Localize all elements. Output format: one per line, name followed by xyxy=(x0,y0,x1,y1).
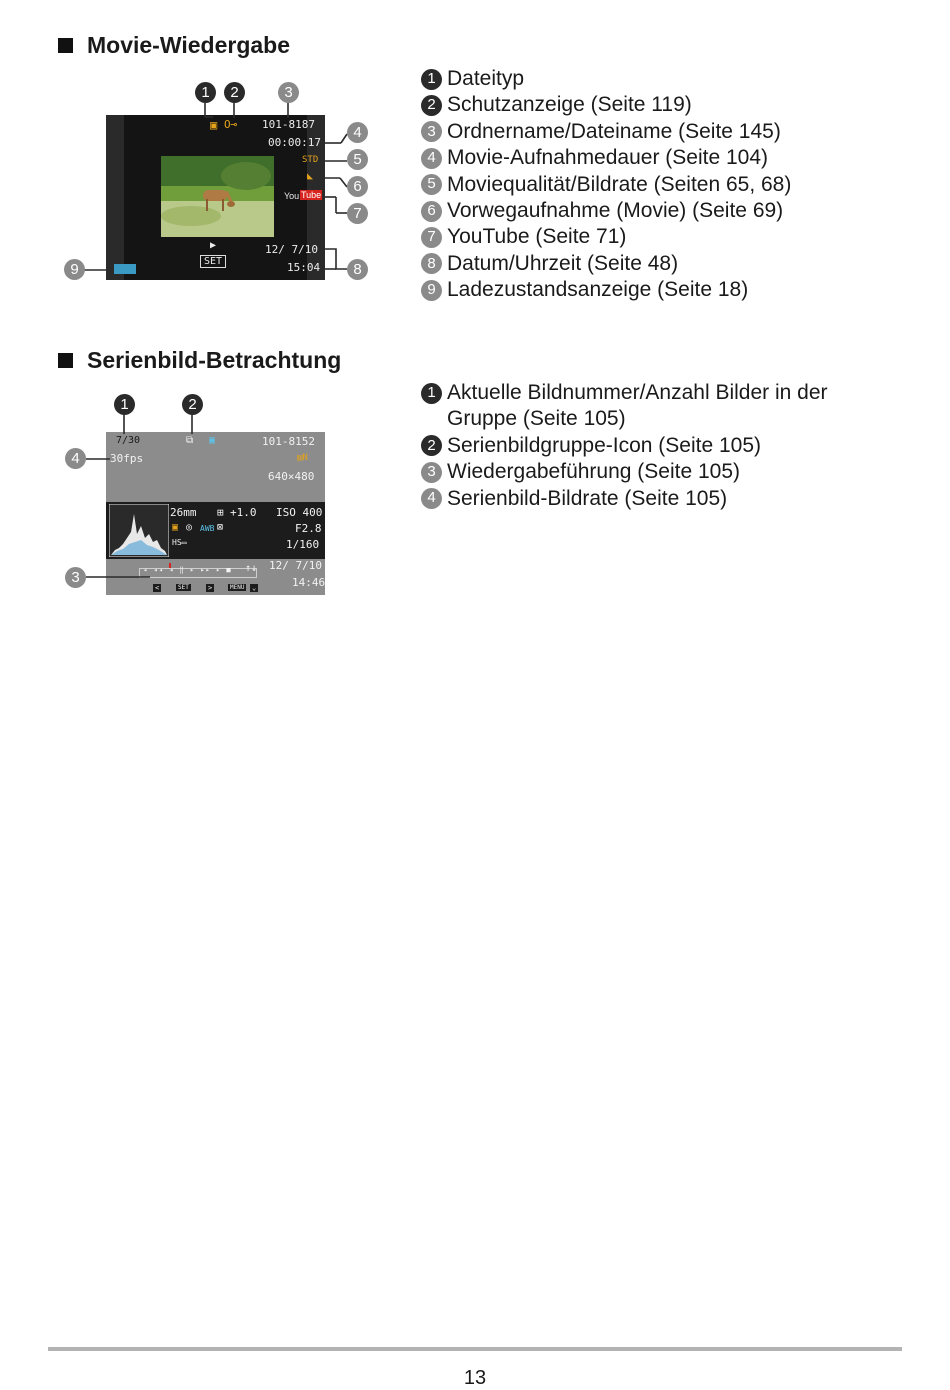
callout-number: 7 xyxy=(421,227,442,248)
menu-label: MENU xyxy=(230,584,245,591)
right-arrow-icon: > xyxy=(208,584,213,592)
legend-item xyxy=(421,380,871,433)
down-arrow-icon: ⌄ xyxy=(252,584,257,592)
callout-4: 4 xyxy=(347,122,368,143)
callout-3: 3 xyxy=(65,567,86,588)
callout-number: 1 xyxy=(421,69,442,90)
callout-9: 9 xyxy=(64,259,85,280)
callout-number: 5 xyxy=(421,174,442,195)
ev-shift-value: +1.0 xyxy=(230,506,257,519)
prerecord-movie-icon: ◣ xyxy=(307,171,314,182)
callout-2: 2 xyxy=(182,394,203,415)
legend-text: Datum/Uhrzeit (Seite 48) xyxy=(447,251,679,275)
legend-text: Wiedergabeführung (Seite 105) xyxy=(447,460,741,484)
movie-file-type-icon: ▣ xyxy=(210,118,218,132)
white-balance-icon: AWB xyxy=(200,524,215,533)
callout-8: 8 xyxy=(347,259,368,280)
iso-value: ISO 400 xyxy=(276,506,323,519)
footer-rule xyxy=(48,1347,902,1351)
callout-2: 2 xyxy=(224,82,245,103)
youtube-you-text: You xyxy=(284,191,300,201)
callout-5: 5 xyxy=(347,149,368,170)
legend-text: YouTube (Seite 71) xyxy=(447,225,627,249)
left-arrow-icon: < xyxy=(155,584,160,592)
screen-date: 12/ 7/10 xyxy=(265,243,318,256)
burst-image-count: 7/30 xyxy=(116,435,141,446)
screen-time: 15:04 xyxy=(287,261,321,274)
section-heading-burst xyxy=(58,347,341,374)
callout-7: 7 xyxy=(347,203,368,224)
callout-number: 2 xyxy=(421,435,442,456)
legend-text: Movie-Aufnahmedauer (Seite 104) xyxy=(447,146,769,170)
protection-key-icon: O⊸ xyxy=(224,118,238,131)
legend-text: Vorwegaufnahme (Movie) (Seite 69) xyxy=(447,199,784,223)
page-number: 13 xyxy=(463,1367,487,1389)
metering-icon: ◎ xyxy=(186,522,193,533)
legend-item xyxy=(421,486,871,512)
burst-date: 12/ 7/10 xyxy=(269,559,322,572)
play-icon: ▶ xyxy=(210,240,217,251)
burst-set-label: SET xyxy=(178,584,189,591)
burst-group-icon: ⧉ xyxy=(186,435,194,446)
flash-mode-icon: ⊠ xyxy=(217,522,224,533)
callout-1: 1 xyxy=(114,394,135,415)
ev-shift-icon: ⊞ xyxy=(217,506,224,519)
recording-mode-icon: ▣ xyxy=(172,522,179,533)
legend-list-burst xyxy=(421,380,871,512)
callout-number: 2 xyxy=(421,95,442,116)
youtube-tube-text: Tube xyxy=(301,190,322,200)
callout-number: 8 xyxy=(421,253,442,274)
burst-mode-icon: ▣ xyxy=(209,435,216,446)
legend-text: Serienbild-Bildrate (Seite 105) xyxy=(447,486,728,510)
callout-leader-lines-2 xyxy=(0,380,400,600)
callout-number: 4 xyxy=(421,488,442,509)
burst-file-name: 101-8152 xyxy=(262,435,315,448)
burst-time: 14:46 xyxy=(292,576,326,589)
legend-item xyxy=(421,459,871,485)
section-title: Serienbild-Betrachtung xyxy=(87,347,342,373)
callout-number: 4 xyxy=(421,148,442,169)
section-title: Movie-Wiedergabe xyxy=(87,32,291,58)
quality-badge-icon: ▤N xyxy=(297,453,308,463)
movie-duration: 00:00:17 xyxy=(268,136,321,149)
movie-quality: STD xyxy=(302,155,319,165)
folder-file-name: 101-8187 xyxy=(262,118,315,131)
set-button-label: SET xyxy=(200,255,226,268)
legend-text: Ladezustandsanzeige (Seite 18) xyxy=(447,278,749,302)
playback-control-icons: ◂ ◂◂ ◂ ‖ ▸ ▸▸ ▸ ■ xyxy=(143,566,232,574)
legend-text: Ordnername/Dateiname (Seite 145) xyxy=(447,119,781,143)
focal-length: 26mm xyxy=(170,506,197,519)
legend-text: Aktuelle Bildnummer/Anzahl Bilder in der Gruppe (Seite 105) xyxy=(447,381,828,431)
legend-text: Serienbildgruppe-Icon (Seite 105) xyxy=(447,433,762,457)
shutter-speed: 1/160 xyxy=(286,538,320,551)
legend-text: Dateityp xyxy=(447,67,525,90)
callout-3: 3 xyxy=(278,82,299,103)
aperture-value: F2.8 xyxy=(295,522,322,535)
image-resolution: 640×480 xyxy=(268,470,315,483)
legend-text: Moviequalität/Bildrate (Seiten 65, 68) xyxy=(447,172,792,196)
callout-number: 3 xyxy=(421,121,442,142)
callout-number: 9 xyxy=(421,280,442,301)
burst-frame-rate: 30fps xyxy=(110,452,144,465)
callout-number: 1 xyxy=(421,383,442,404)
legend-text: Schutzanzeige (Seite 119) xyxy=(447,93,692,117)
callout-6: 6 xyxy=(347,176,368,197)
playback-guide-icon: ↑↓ xyxy=(245,563,258,574)
callout-number: 6 xyxy=(421,201,442,222)
square-bullet-icon xyxy=(58,353,73,368)
callout-1: 1 xyxy=(195,82,216,103)
callout-number: 3 xyxy=(421,462,442,483)
callout-leader-lines xyxy=(0,0,950,320)
hs-burst-icon: HS▭ xyxy=(172,538,187,547)
callout-4: 4 xyxy=(65,448,86,469)
legend-item xyxy=(421,433,871,459)
